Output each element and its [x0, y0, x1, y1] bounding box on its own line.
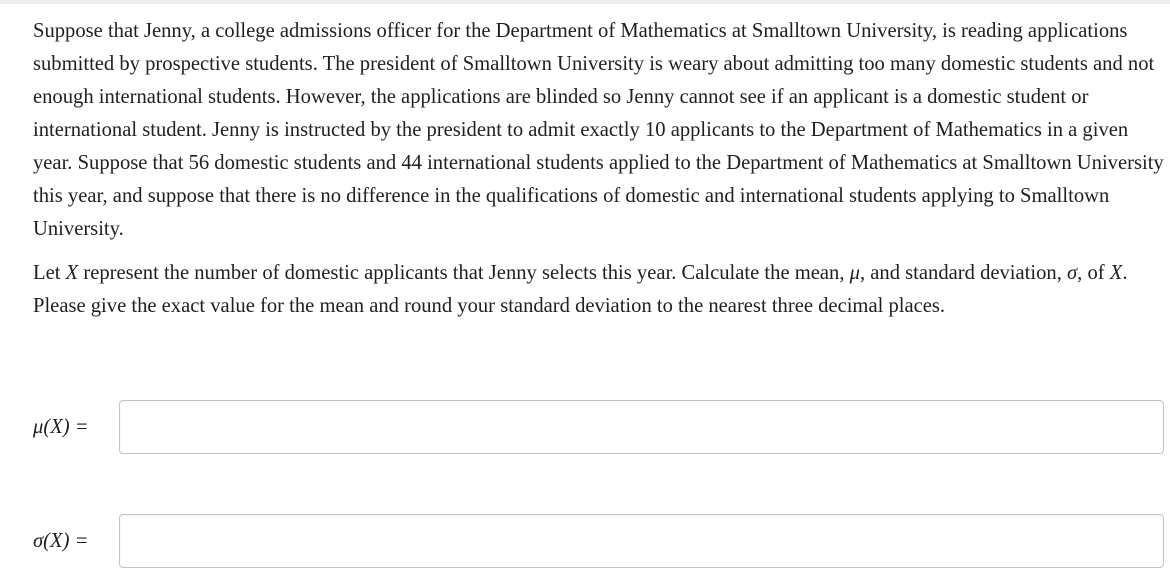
mean-answer-row	[33, 400, 1164, 454]
symbol-mu: μ	[849, 262, 860, 284]
symbol-sigma: σ	[1067, 262, 1078, 284]
text-segment: , and standard deviation,	[859, 262, 1068, 284]
question-paragraph-1: Suppose that Jenny, a college admissions officer for the Department of Mathematics at Smalltown University, is reading applications submitted by prospective students. The president of Smalltown University is weary about admitting too many domestic students and not enough international students. However, the applications are blinded so Jenny cannot see if an applicant is a domestic student or international student. Jenny is instructed by the president to admit exactly 10 applicants to the Department of Mathematics in a given year. Suppose that 56 domestic students and 44 international students applied to the Department of Mathematics at Smalltown University this year, and suppose that there is no difference in the qualifications of domestic and international students applying to Smalltown University.	[33, 20, 1164, 240]
sd-label: σ(X) =	[33, 529, 89, 552]
sd-answer-row	[33, 514, 1164, 568]
text-segment: , of	[1077, 262, 1110, 284]
mean-input[interactable]	[119, 400, 1164, 454]
variable-x: X	[1109, 262, 1123, 284]
variable-x: X	[65, 262, 79, 284]
top-border	[0, 0, 1170, 4]
question-paragraph-2	[33, 257, 1168, 323]
text-segment: Let	[33, 262, 66, 284]
mean-label: μ(X) =	[33, 415, 89, 438]
question-body	[33, 15, 1168, 323]
sd-input[interactable]	[119, 514, 1164, 568]
text-segment: . Please give the exact value for the mean and round your standard deviation to the nearest three decimal places.	[33, 262, 1128, 317]
text-segment: represent the number of domestic applicants that Jenny selects this year. Calculate the mean,	[78, 262, 850, 284]
